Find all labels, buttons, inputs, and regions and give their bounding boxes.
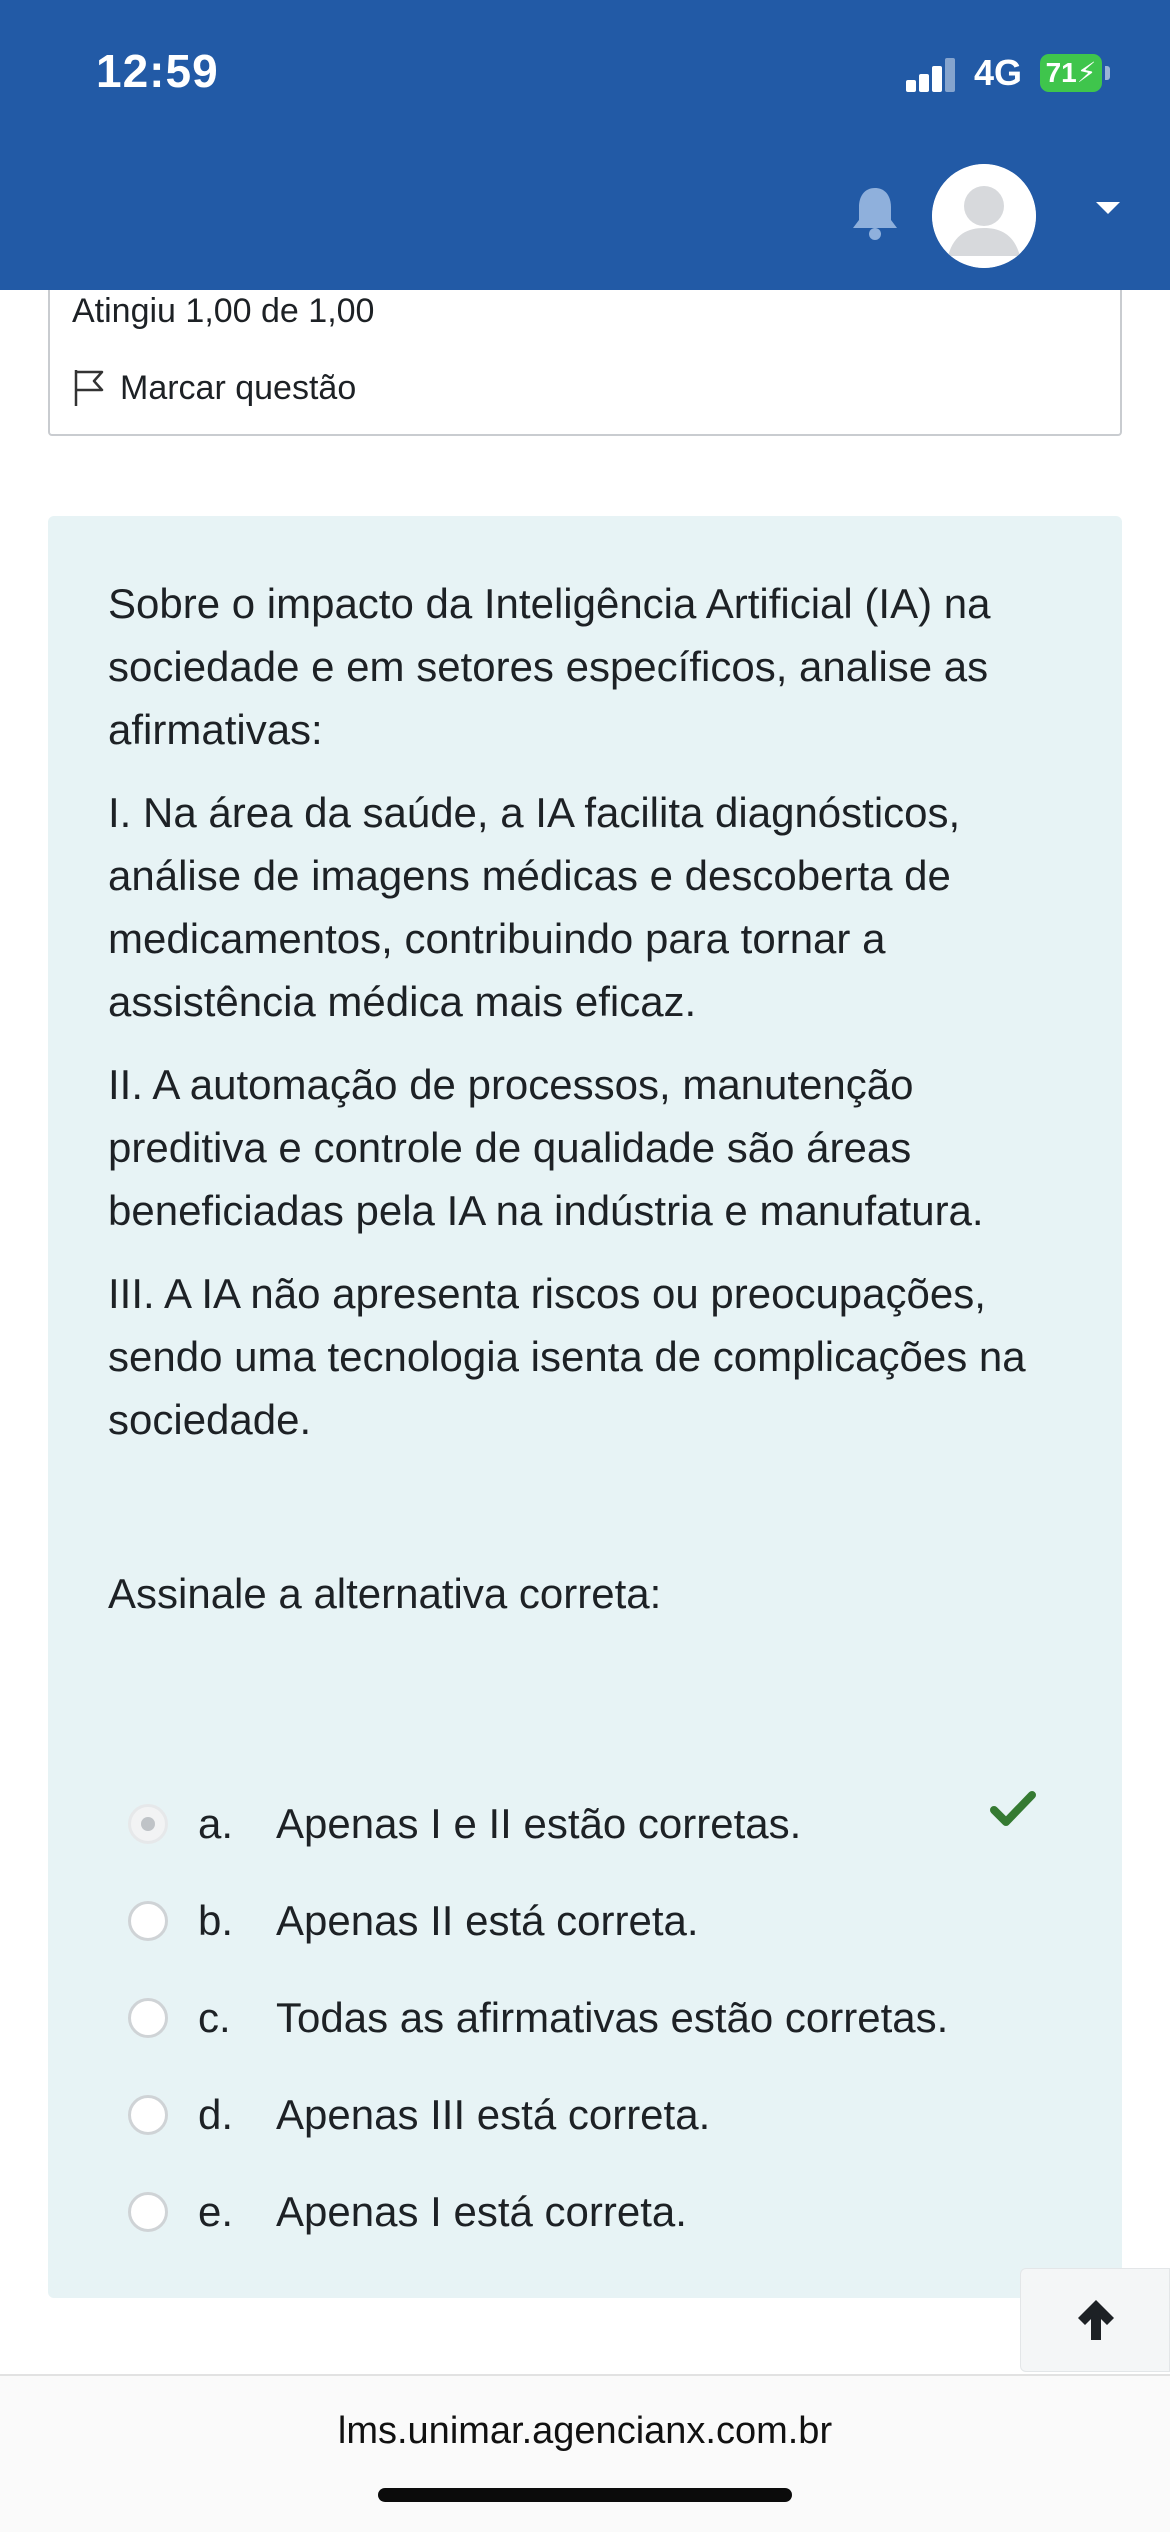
battery-cap <box>1105 66 1110 80</box>
radio-a[interactable] <box>128 1804 168 1844</box>
answer-letter: a. <box>198 1799 234 1847</box>
browser-url-bar <box>0 2374 1170 2532</box>
battery-icon: 71⚡ <box>1040 54 1102 92</box>
answer-letter: b. <box>198 1896 234 1944</box>
answer-text: Apenas III está correta. <box>276 2090 711 2138</box>
answer-text: Apenas I e II estão corretas. <box>276 1799 802 1847</box>
statement-2: II. A automação de processos, manutenção preditiva e controle de qualidade são áreas beneficiadas pela IA na indústria e manufatura. <box>108 1061 984 1234</box>
answer-letter: c. <box>198 1993 231 2041</box>
flag-icon <box>72 368 106 408</box>
user-avatar[interactable] <box>932 164 1036 268</box>
flag-question-link[interactable] <box>72 366 356 410</box>
network-type: 4G <box>974 52 1023 93</box>
answer-option-a[interactable] <box>128 1775 1068 1872</box>
radio-d[interactable] <box>128 2095 168 2135</box>
question-intro: Sobre o impacto da Inteligência Artificial (IA) na sociedade e em setores específicos, analise as afirmativas: <box>108 580 991 753</box>
statement-3: III. A IA não apresenta riscos ou preocupações, sendo uma tecnologia isenta de complicações na sociedade. <box>108 1270 1026 1443</box>
check-icon <box>990 1789 1036 1829</box>
answer-letter: e. <box>198 2187 234 2235</box>
answer-text: Apenas II está correta. <box>276 1896 699 1944</box>
url-text[interactable]: lms.unimar.agencianx.com.br <box>337 2410 833 2452</box>
statement-1: I. Na área da saúde, a IA facilita diagnósticos, análise de imagens médicas e descoberta de medicamentos, contribuindo para tornar a assistência médica mais eficaz. <box>108 789 961 1025</box>
radio-c[interactable] <box>128 1998 168 2038</box>
bell-icon[interactable] <box>848 184 902 242</box>
flag-question-label: Marcar questão <box>120 368 357 407</box>
avatar-icon <box>932 164 1036 268</box>
caret-down-icon[interactable] <box>1096 202 1120 214</box>
answer-option-e[interactable] <box>128 2163 1068 2260</box>
question-prompt: Assinale a alternativa correta: <box>108 1570 662 1617</box>
answer-option-b[interactable] <box>128 1872 1068 1969</box>
grade-text: Atingiu 1,00 de 1,00 <box>72 292 375 330</box>
status-time: 12:59 <box>96 45 219 97</box>
signal-icon <box>906 56 956 92</box>
answer-option-c[interactable] <box>128 1969 1068 2066</box>
radio-e[interactable] <box>128 2192 168 2232</box>
arrow-up-icon <box>1074 2297 1118 2343</box>
answer-text: Apenas I está correta. <box>276 2187 687 2235</box>
battery-level: 71 <box>1045 57 1077 88</box>
answer-letter: d. <box>198 2090 234 2138</box>
home-indicator <box>378 2488 792 2502</box>
answer-list <box>128 1775 1068 2260</box>
back-to-top-button[interactable] <box>1020 2268 1170 2372</box>
radio-b[interactable] <box>128 1901 168 1941</box>
app-header <box>0 0 1170 290</box>
answer-option-d[interactable] <box>128 2066 1068 2163</box>
answer-text: Todas as afirmativas estão corretas. <box>276 1993 949 2041</box>
question-text <box>108 572 1068 1471</box>
